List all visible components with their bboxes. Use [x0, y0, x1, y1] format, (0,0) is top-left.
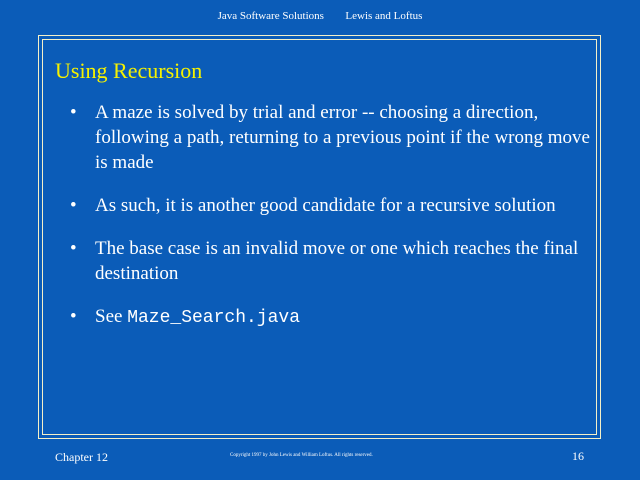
- header-authors: Lewis and Loftus: [345, 10, 423, 22]
- slide-header: [0, 10, 640, 22]
- bullet-item: [70, 193, 590, 218]
- bullet-glyph: •: [70, 102, 77, 123]
- bullet-list: [70, 100, 590, 349]
- bullet-text: The base case is an invalid move or one which reaches the final destination: [95, 238, 579, 284]
- bullet-text: A maze is solved by trial and error -- choosing a direction, following a path, returning to a previous point if the wrong move is made: [95, 102, 590, 173]
- header-book-title: Java Software Solutions: [217, 10, 324, 22]
- bullet-code-filename: Maze_Search.java: [127, 308, 301, 328]
- bullet-text: As such, it is another good candidate for a recursive solution: [95, 195, 556, 216]
- bullet-item: [70, 304, 590, 331]
- bullet-glyph: •: [70, 238, 77, 259]
- bullet-item: [70, 100, 590, 175]
- bullet-text: See: [95, 306, 128, 327]
- footer-page-number: 16: [572, 449, 584, 463]
- bullet-glyph: •: [70, 306, 77, 327]
- footer-copyright: Copyright 1997 by John Lewis and William Loftus. All rights reserved.: [230, 453, 373, 458]
- footer-chapter: Chapter 12: [55, 450, 108, 464]
- bullet-glyph: •: [70, 195, 77, 216]
- bullet-item: [70, 236, 590, 286]
- slide-title: Using Recursion: [55, 58, 203, 83]
